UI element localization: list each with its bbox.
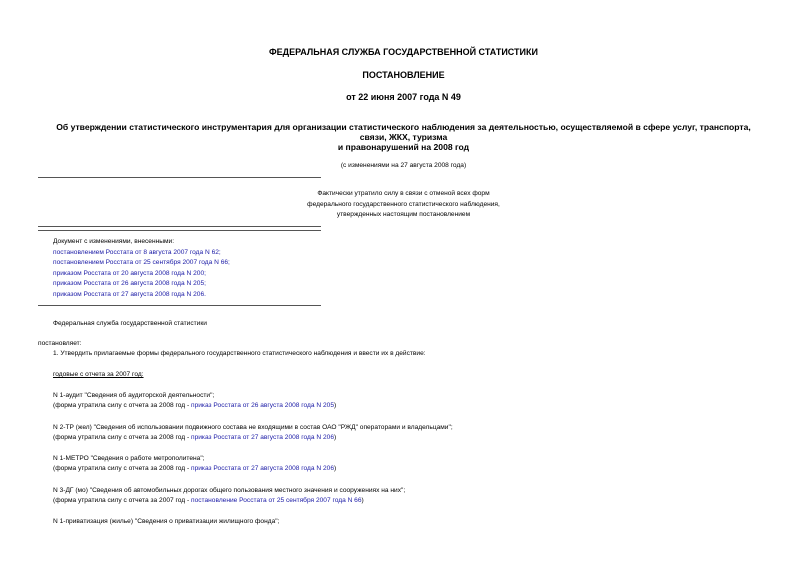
amendment-link[interactable]: постановлением Росстата от 25 сентября 2007 года N 66; (53, 259, 230, 266)
form-name: N 2-ТР (жел) "Сведения об использовании подвижного состава не входящими в состав ОАО "РЖД" операторами и владельцами"; (53, 424, 453, 431)
doc-title-line-3: и правонарушений на 2008 год (337, 142, 470, 152)
divider-3 (38, 230, 321, 231)
annual-heading: годовые с отчета за 2007 год: (53, 371, 144, 378)
form-note-link[interactable]: приказ Росстата от 26 августа 2008 года N 205 (191, 402, 335, 409)
doc-date-number: от 22 июня 2007 года N 49 (346, 92, 461, 102)
form-note-link[interactable]: приказ Росстата от 27 августа 2008 года N 206 (191, 434, 335, 441)
form-name: N 3-ДГ (мо) "Сведения об автомобильных дорогах общего пользования местного значения и сооружениях на них"; (53, 487, 406, 494)
form-note: (форма утратила силу с отчета за 2008 год - приказ Росстата от 27 августа 2008 года N 206) (53, 465, 337, 472)
expired-note-line-2: федерального государственного статистического наблюдения, (307, 201, 500, 208)
divider-4 (38, 305, 321, 306)
divider-2 (38, 226, 321, 227)
amendment-link[interactable]: приказом Росстата от 26 августа 2008 года N 205; (53, 280, 206, 287)
doc-title-line-2: связи, ЖКХ, туризма (359, 132, 448, 142)
divider-1 (38, 177, 321, 178)
issuer: Федеральная служба государственной статистики (53, 320, 207, 327)
clause-1: 1. Утвердить прилагаемые формы федерального государственного статистического наблюдения и ввести их в действие: (53, 350, 426, 357)
amendment-link[interactable]: постановлением Росстата от 8 августа 2007 года N 62; (53, 249, 221, 256)
resolves: постановляет: (38, 340, 82, 347)
form-note: (форма утратила силу с отчета за 2007 год - постановление Росстата от 25 сентября 2007 года N 66) (53, 497, 364, 504)
amendments-intro: Документ с изменениями, внесенными: (53, 238, 175, 245)
form-note-link[interactable]: постановление Росстата от 25 сентября 2007 года N 66 (191, 497, 362, 504)
form-name: N 1-приватизация (жилье) "Сведения о приватизации жилищного фонда"; (53, 518, 280, 525)
doc-type: ПОСТАНОВЛЕНИЕ (362, 70, 445, 80)
expired-note-line-3: утвержденных настоящим постановлением (336, 211, 471, 218)
expired-note-line-1: Фактически утратило силу в связи с отменой всех форм (317, 190, 490, 197)
amendment-link[interactable]: приказом Росстата от 27 августа 2008 года N 206. (53, 291, 206, 298)
doc-title-line-1: Об утверждении статистического инструментария для организации статистического наблюдения за деятельностью, осуществляемой в сфере услуг, транспорта, (56, 122, 751, 132)
form-note-link[interactable]: приказ Росстата от 27 августа 2008 года N 206 (191, 465, 335, 472)
amendment-link[interactable]: приказом Росстата от 20 августа 2008 года N 200; (53, 270, 206, 277)
form-note: (форма утратила силу с отчета за 2008 год - приказ Росстата от 27 августа 2008 года N 206) (53, 434, 337, 441)
agency-title: ФЕДЕРАЛЬНАЯ СЛУЖБА ГОСУДАРСТВЕННОЙ СТАТИСТИКИ (269, 47, 538, 57)
form-name: N 1-аудит "Сведения об аудиторской деятельности"; (53, 392, 215, 399)
changes-note: (с изменениями на 27 августа 2008 года) (340, 162, 467, 169)
form-name: N 1-МЕТРО "Сведения о работе метрополитена"; (53, 455, 205, 462)
form-note: (форма утратила силу с отчета за 2008 год - приказ Росстата от 26 августа 2008 года N 205) (53, 402, 337, 409)
